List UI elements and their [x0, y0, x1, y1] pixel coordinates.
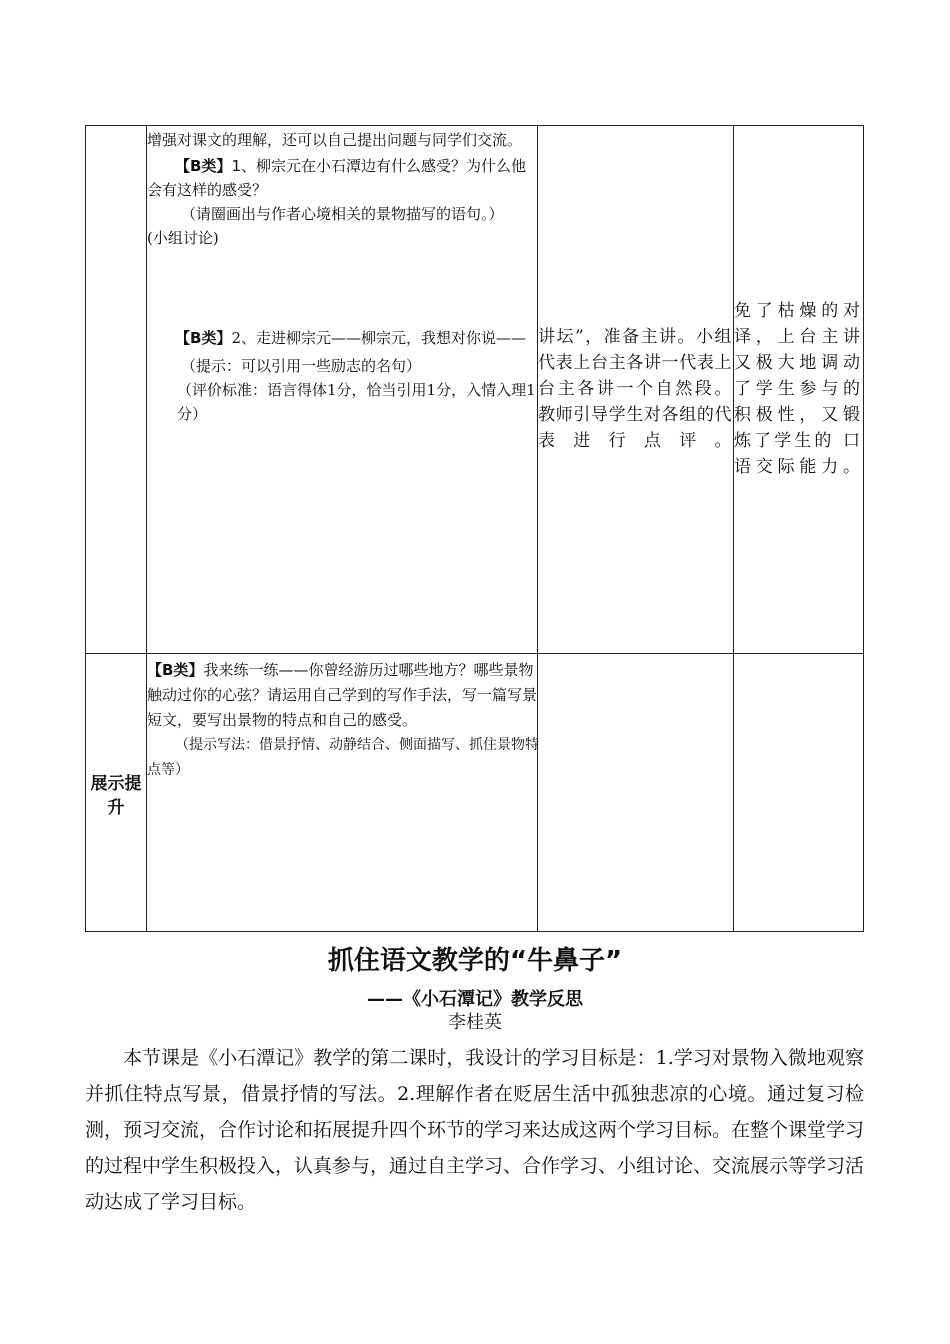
practice-task	[147, 658, 539, 733]
table-left-border	[85, 125, 86, 932]
b-category-tag: 【B类】	[147, 661, 204, 679]
article-subtitle: ——《小石潭记》教学反思	[367, 989, 583, 1010]
practice-hint: （提示写法：借景抒情、动静结合、侧面描写、抓住景物特点等）	[147, 737, 539, 778]
question-2-hint: （提示：可以引用一些励志的名句）	[181, 357, 422, 375]
intro-line: 增强对课文的理解，还可以自己提出问题与同学们交流。	[147, 131, 523, 149]
article-author: 李桂英	[448, 1012, 502, 1033]
question-1-group: (小组讨论)	[147, 229, 219, 247]
question-2-text: 2、走进柳宗元——柳宗元，我想对你说——	[231, 329, 526, 347]
question-1-text: 1、柳宗元在小石潭边有什么感受？为什么他会有这样的感受？	[147, 157, 526, 199]
row1-teacher-cell: 讲坛”，准备主讲。小组代表上台主各讲一代表上台主各讲一个自然段。 教师引导学生对各组的代表进行点评。	[538, 327, 732, 451]
row2-activity-cell	[147, 658, 539, 783]
article-paragraph: 本节课是《小石潭记》教学的第二课时，我设计的学习目标是：1.学习对景物入微地观察并抓住特点写景，借景抒情的写法。2.理解作者在贬居生活中孤独悲凉的心境。通过复习检测，预习交流，合作讨论和拓展提升四个环节的学习来达成这两个学习目标。在整个课堂学习的过程中学生积极投入，认真参与，通过自主学习、合作学习、小组讨论、交流展示等学习活动达成了学习目标。	[85, 1047, 865, 1213]
question-2-criteria: （评价标准：语言得体1分，恰当引用1分，入情入理1分）	[177, 381, 536, 423]
table-right-border	[863, 125, 864, 932]
table-top-border	[85, 125, 864, 126]
stage-label-show-improve: 展示提升	[90, 774, 142, 818]
practice-task-text: 我来练一练——你曾经游历过哪些地方？哪些景物触动过你的心弦？请运用自己学到的写作手法，写一篇写景短文，要写出景物的特点和自己的感受。	[147, 661, 538, 729]
question-2	[147, 326, 539, 350]
b-category-tag: 【B类】	[175, 329, 232, 347]
row1-intent-cell: 免了枯燥的对译，上台主讲又极大地调动了学生参与的积极性，又锻炼了学生的 口语交际能力。	[734, 301, 862, 477]
row1-activity-cell	[147, 128, 539, 426]
table-bottom-border	[85, 931, 864, 932]
question-1-hint: （请圈画出与作者心境相关的景物描写的语句。）	[181, 205, 504, 223]
question-1	[147, 154, 539, 202]
table-col-divider-3	[733, 125, 734, 932]
table-row-divider	[85, 653, 864, 654]
b-category-tag: 【B类】	[175, 157, 232, 175]
article-title: 抓住语文教学的“牛鼻子”	[327, 946, 623, 976]
